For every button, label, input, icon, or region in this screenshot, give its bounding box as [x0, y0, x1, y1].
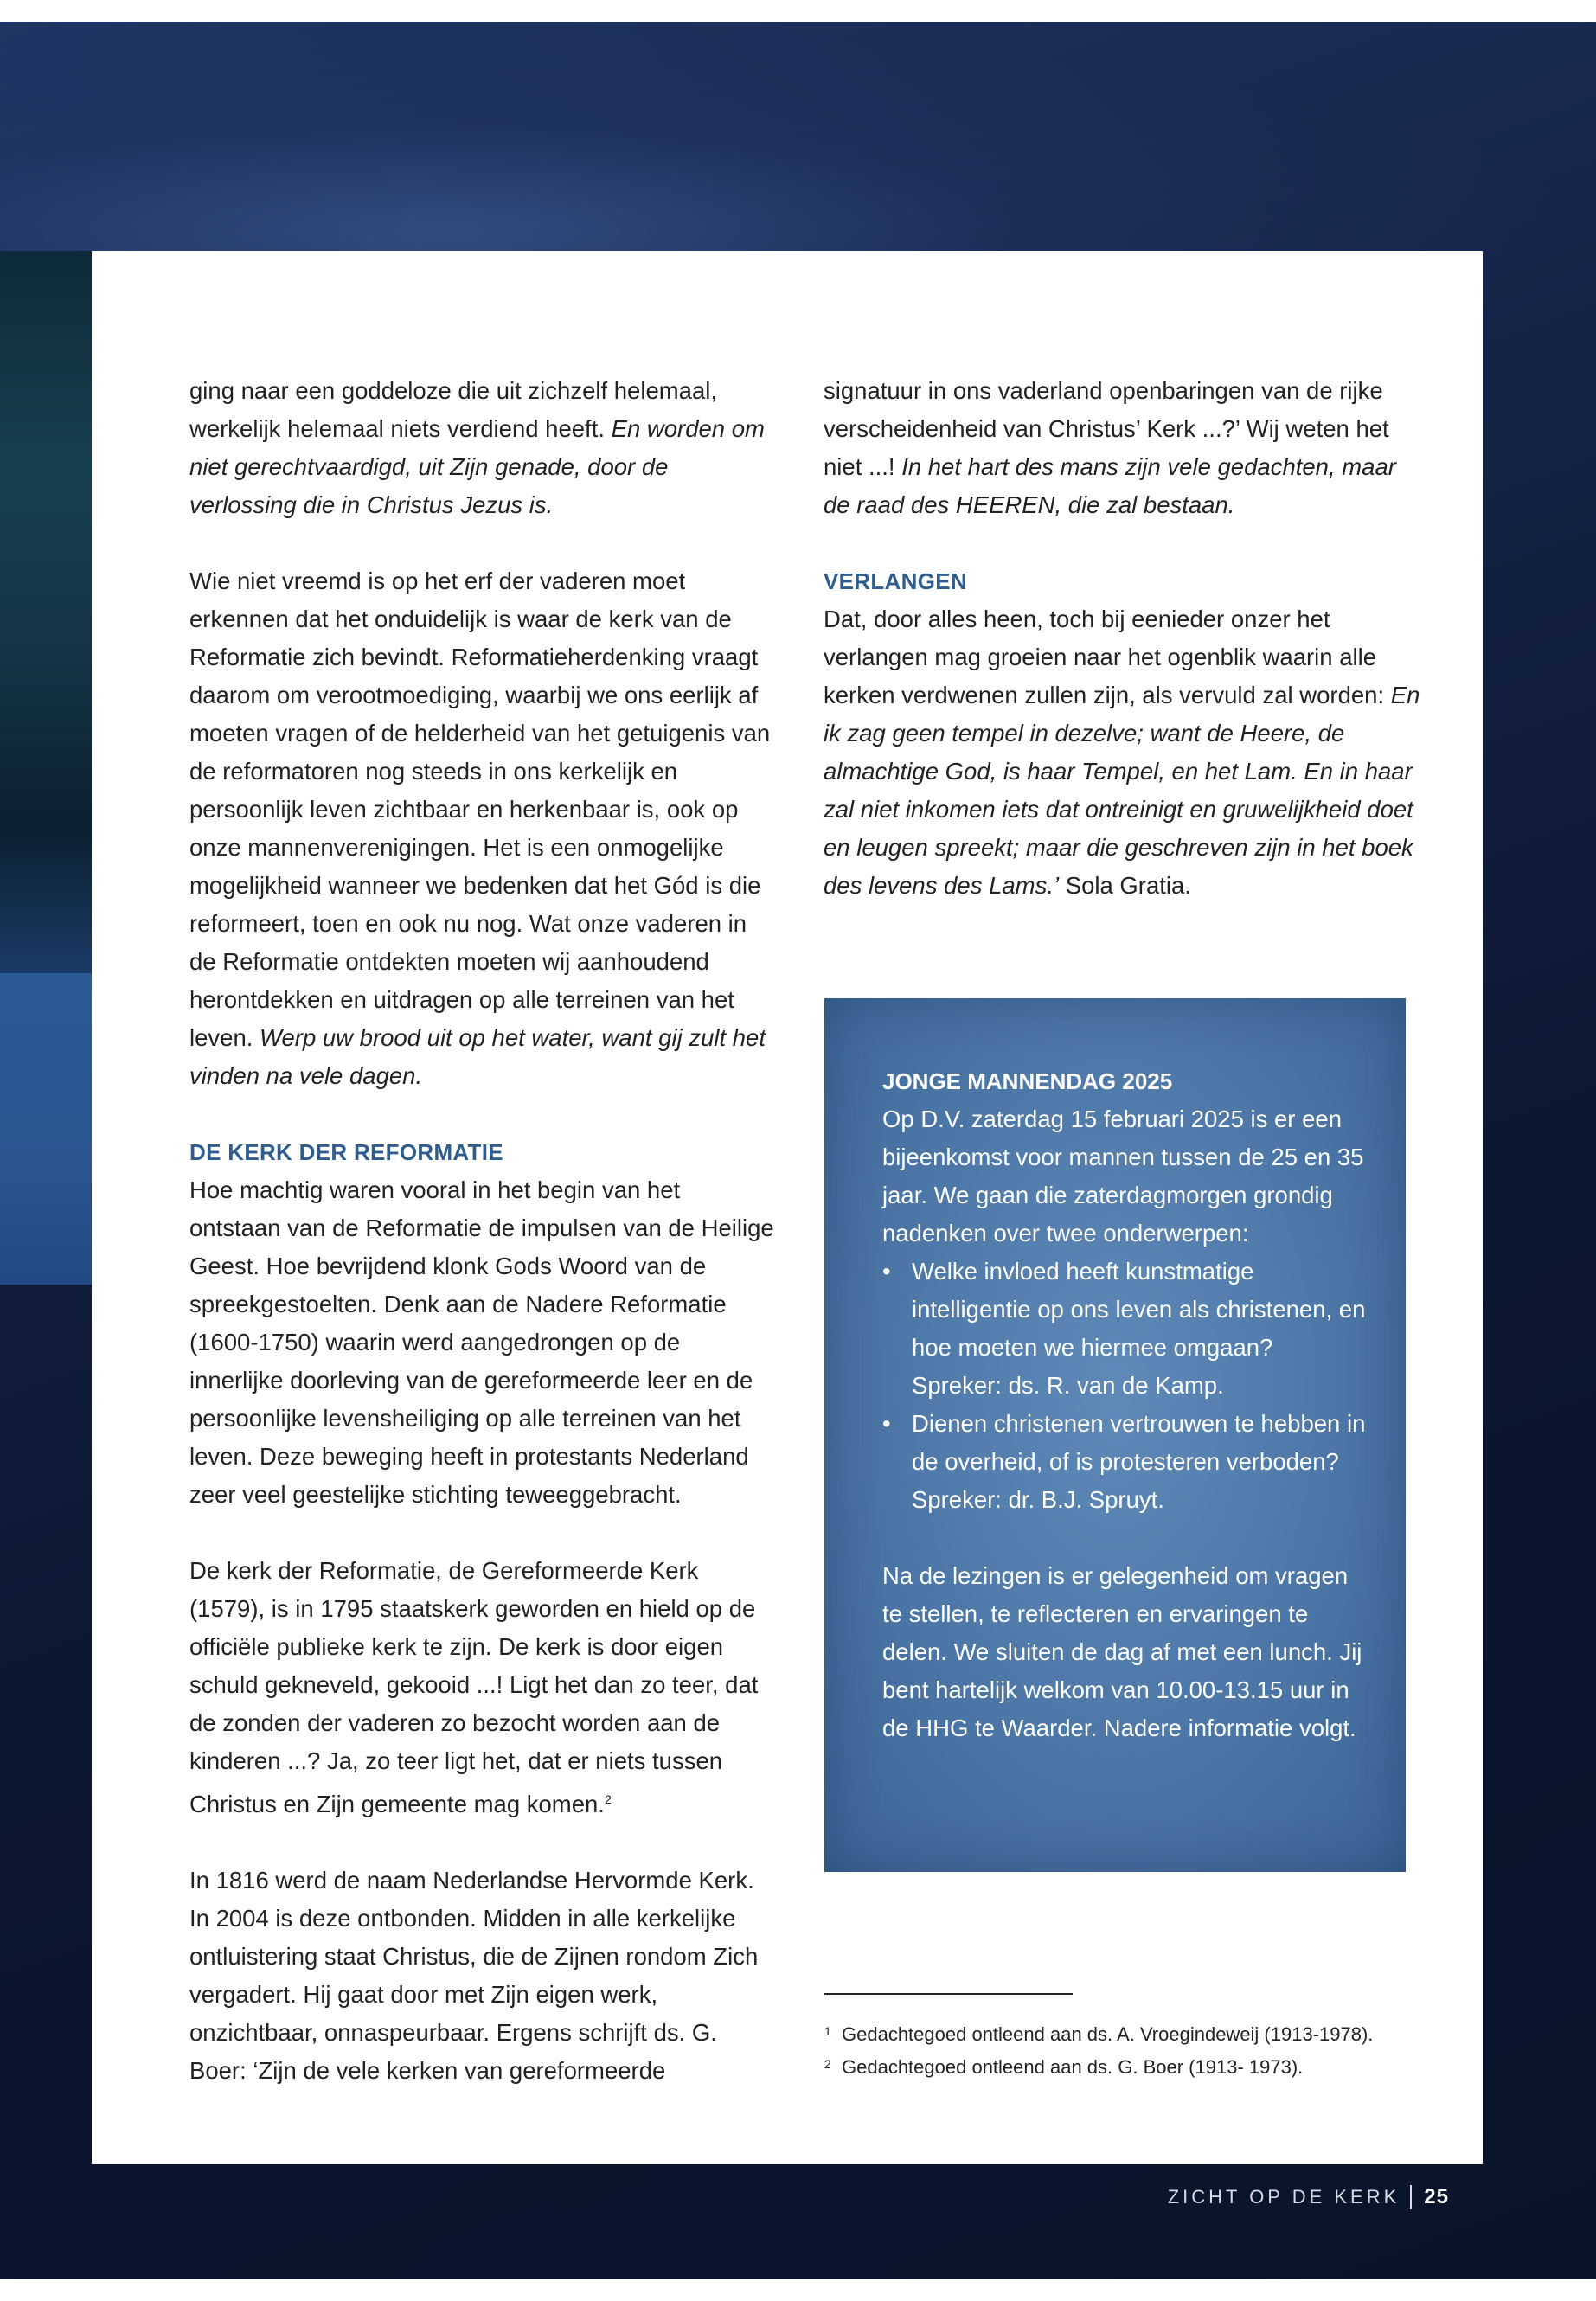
- bullet-icon: •: [882, 1258, 891, 1285]
- footnote-2: [824, 2051, 1482, 2084]
- blue-accent-block: [0, 973, 92, 1285]
- list-item: [882, 1405, 1367, 1519]
- publication-title: ZICHT OP DE KERK: [1167, 2186, 1401, 2208]
- left-p2-text: Wie niet vreemd is op het erf der vaderen moet erkennen dat het onduidelijk is waar de kerk van de Reformatie zich bevindt. Reformatieherdenking vraagt daarom om verootmoediging, waarbij we ons eerlijk af moeten vragen of de helderheid van het getuigenis van de reformatoren nog steeds in ons kerkelijk en persoonlijk leven zichtbaar en herkenbaar is, ook op onze mannenverenigingen. Het is een onmogelijke mogelijkheid wanneer we bedenken dat het Gód is die reformeert, toen en ook nu nog. Wat onze vaderen in de Reformatie ontdekten moeten wij aanhoudend herontdekken en uitdragen op alle terreinen van het leven.: [189, 567, 771, 1051]
- left-paragraph-4: [189, 1552, 778, 1823]
- background-photo-strip: [0, 251, 104, 973]
- info-box: [824, 998, 1406, 1872]
- info-box-heading: JONGE MANNENDAG 2025: [882, 1068, 1173, 1094]
- left-column: [189, 372, 778, 2090]
- footnote-number: 1: [824, 2024, 831, 2038]
- section-heading-verlangen: VERLANGEN: [824, 568, 967, 594]
- list-item-text: Dienen christenen vertrouwen te hebben in de overheid, of is protesteren verboden? Spreker: dr. B.J. Spruyt.: [912, 1410, 1366, 1513]
- footnote-1: [824, 2018, 1482, 2051]
- info-box-intro: Op D.V. zaterdag 15 februari 2025 is er een bijeenkomst voor mannen tussen de 25 en 35 jaar. We gaan die zaterdagmorgen grondig nadenken over twee onderwerpen:: [882, 1106, 1364, 1247]
- right-p2-tail: Sola Gratia.: [1059, 872, 1191, 899]
- page-footer: [1168, 2185, 1449, 2209]
- left-p1-quote: En worden om niet gerechtvaardigd, uit Zijn genade, door de verlossing die in Christus Jezus is.: [189, 415, 765, 518]
- right-paragraph-2: [824, 600, 1429, 905]
- left-paragraph-5: In 1816 werd de naam Nederlandse Hervormde Kerk. In 2004 is deze ontbonden. Midden in alle kerkelijke ontluistering staat Christus, die de Zijnen rondom Zich vergadert. Hij gaat door met Zijn eigen werk, onzichtbaar, onnaspeurbaar. Ergens schrijft ds. G. Boer: ‘Zijn de vele kerken van gereformeerde: [189, 1867, 759, 2085]
- footnote-divider: [824, 1993, 1073, 1995]
- info-box-closing: Na de lezingen is er gelegenheid om vragen te stellen, te reflecteren en ervaringen te delen. We sluiten de dag af met een lunch. Jij bent hartelijk welkom van 10.00-13.15 uur in de HHG te Waarder. Nadere informatie volgt.: [882, 1562, 1362, 1741]
- left-p1-text: ging naar een goddeloze die uit zichzelf helemaal, werkelijk helemaal niets verdiend heeft.: [189, 377, 717, 442]
- footnote-text: Gedachtegoed ontleend aan ds. G. Boer (1913- 1973).: [842, 2056, 1304, 2078]
- section-heading-kerk: DE KERK DER REFORMATIE: [189, 1139, 503, 1165]
- right-p1-text: signatuur in ons vaderland openbaringen van de rijke verscheidenheid van Christus’ Kerk ...?’ Wij weten het niet ...!: [824, 377, 1389, 480]
- list-item: [882, 1253, 1367, 1405]
- list-item-text: Welke invloed heeft kunstmatige intelligentie op ons leven als christenen, en hoe moeten we hiermee omgaan? Spreker: ds. R. van de Kamp.: [912, 1258, 1366, 1399]
- left-paragraph-2: [189, 562, 778, 1095]
- footer-divider: [1410, 2185, 1412, 2209]
- page-number: 25: [1424, 2185, 1449, 2208]
- info-box-list: [882, 1253, 1367, 1519]
- left-paragraph-3: Hoe machtig waren vooral in het begin van het ontstaan van de Reformatie de impulsen van de Heilige Geest. Hoe bevrijdend klonk Gods Woord van de spreekgestoelten. Denk aan de Nadere Reformatie (1600-1750) waarin werd aangedrongen op de innerlijke doorleving van de gereformeerde leer en de persoonlijke levensheiliging op alle terreinen van het leven. Deze beweging heeft in protestants Nederland zeer veel geestelijke stichting teweeggebracht.: [189, 1176, 774, 1508]
- background-glow: [0, 22, 1596, 255]
- footnotes: [824, 2018, 1482, 2084]
- footnote-ref-2: 2: [604, 1792, 612, 1806]
- right-paragraph-1: [824, 372, 1429, 524]
- left-paragraph-1: [189, 372, 778, 524]
- right-column: [824, 372, 1429, 905]
- bullet-icon: •: [882, 1410, 891, 1437]
- left-p4-text: De kerk der Reformatie, de Gereformeerde Kerk (1579), is in 1795 staatskerk geworden en hield op de officiële publieke kerk te zijn. De kerk is door eigen schuld gekneveld, gekooid ...! Ligt het dan zo teer, dat de zonden der vaderen zo bezocht worden aan de kinderen ...? Ja, zo teer ligt het, dat er niets tussen Christus en Zijn gemeente mag komen.: [189, 1557, 759, 1818]
- right-p2-text: Dat, door alles heen, toch bij eenieder onzer het verlangen mag groeien naar het ogenblik waarin alle kerken verdwenen zullen zijn, als vervuld zal worden:: [824, 606, 1391, 708]
- right-p1-quote: In het hart des mans zijn vele gedachten, maar de raad des HEEREN, die zal bestaan.: [824, 453, 1396, 518]
- footnote-text: Gedachtegoed ontleend aan ds. A. Vroegindeweij (1913-1978).: [842, 2023, 1374, 2045]
- left-p2-quote: Werp uw brood uit op het water, want gij zult het vinden na vele dagen.: [189, 1024, 766, 1089]
- info-box-content: [882, 1062, 1367, 1747]
- footnote-number: 2: [824, 2057, 831, 2071]
- right-p2-quote: En ik zag geen tempel in dezelve; want de Heere, de almachtige God, is haar Tempel, en het Lam. En in haar zal niet inkomen iets dat ontreinigt en gruwelijkheid doet en leugen spreekt; maar die geschreven zijn in het boek des levens des Lams.’: [824, 682, 1420, 899]
